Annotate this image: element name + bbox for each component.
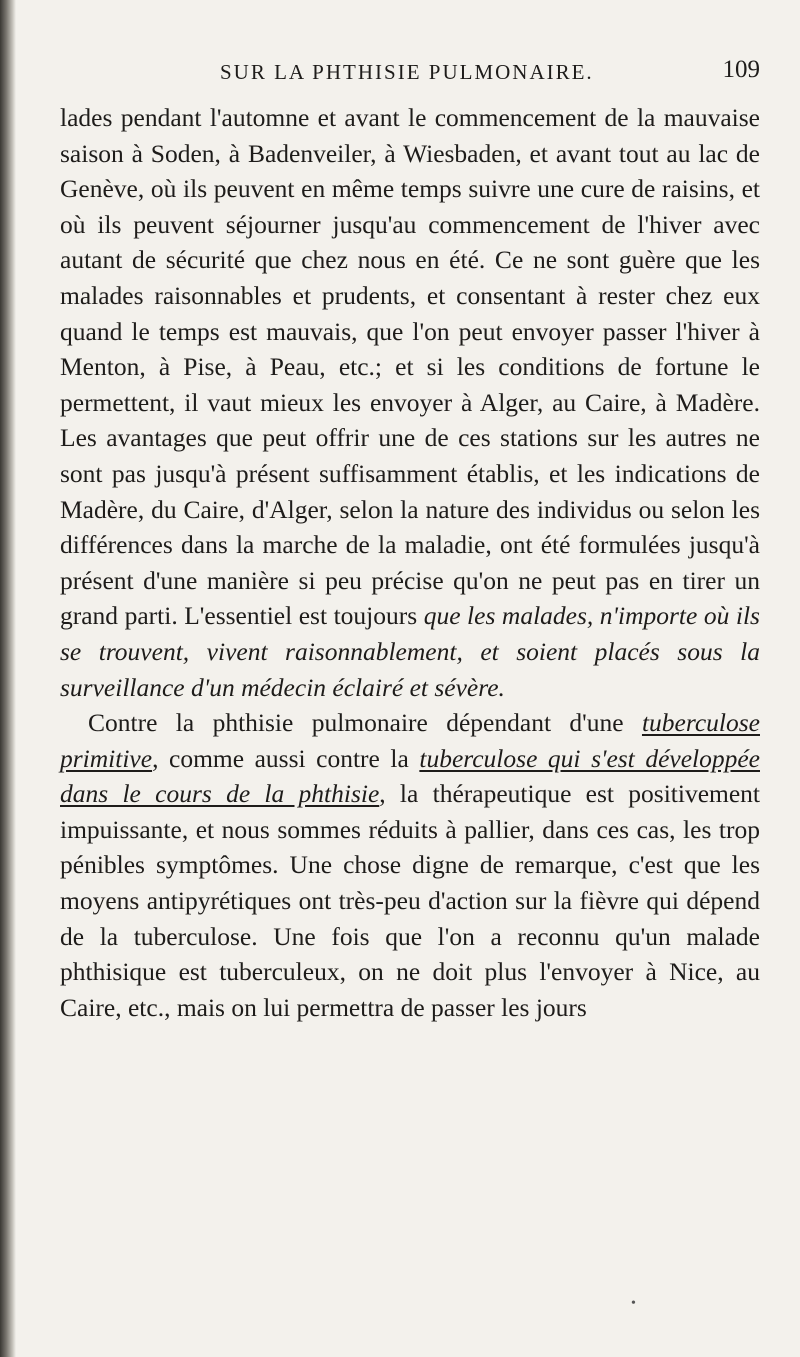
page-number: 109 [722, 56, 760, 83]
paragraph-2-italic-a: tuberculose primitive [60, 708, 760, 773]
paragraph-2-text-a: Contre la phthisie pulmonaire dépendant d'une [88, 708, 642, 738]
paragraph-2 [60, 705, 760, 1025]
body-text [60, 100, 760, 1025]
paragraph-2-italic-b: tuberculose qui s'est développée dans le cours de la phthisie [60, 743, 760, 809]
paragraph-2-text-b: , comme aussi contre la [152, 743, 420, 773]
running-title: SUR LA PHTHISIE PULMONAIRE. [220, 60, 594, 84]
paragraph-1 [60, 100, 760, 705]
ink-speck: • [631, 1296, 636, 1311]
book-page [60, 56, 760, 1025]
paragraph-1-text: lades pendant l'automne et avant le commencement de la mauvaise saison à Soden, à Badenveiler, à Wiesbaden, et avant tout au lac de Genève, où ils peuvent en même temps suivre une cure de raisins, et où ils peuvent séjourner jusqu'au commencement de l'hiver avec autant de sécurité que chez nous en été. Ce ne sont guère que les malades raisonnables et prudents, et consentant à rester chez eux quand le temps est mauvais, que l'on peut envoyer passer l'hiver à Menton, à Pise, à Peau, etc.; et si les conditions de fortune le permettent, il vaut mieux les envoyer à Alger, au Caire, à Madère. Les avantages que peut offrir une de ces stations sur les autres ne sont pas jusqu'à présent suffisamment établis, et les indications de Madère, du Caire, d'Alger, selon la nature des individus ou selon les différences dans la marche de la maladie, ont été formulées jusqu'à présent d'une manière si peu précise qu'on ne peut pas en tirer un grand parti. L'essentiel est toujours [60, 103, 760, 631]
page-binding-shadow [0, 0, 16, 1357]
running-head [60, 56, 760, 96]
paragraph-2-text-c: , la thérapeutique est positivement impuissante, et nous sommes réduits à pallier, dans ces cas, les trop pénibles symptômes. Une chose digne de remarque, c'est que les moyens antipyrétiques ont très-peu d'action sur la fièvre qui dépend de la tuberculose. Une fois que l'on a reconnu qu'un malade phthisique est tuberculeux, on ne doit plus l'envoyer à Nice, au Caire, etc., mais on lui permettra de passer les jours [60, 779, 760, 1022]
paragraph-1-italic: que les malades, n'importe où ils se trouvent, vivent raisonnablement, et soient placés sous la surveillance d'un médecin éclairé et sévère. [60, 601, 760, 702]
